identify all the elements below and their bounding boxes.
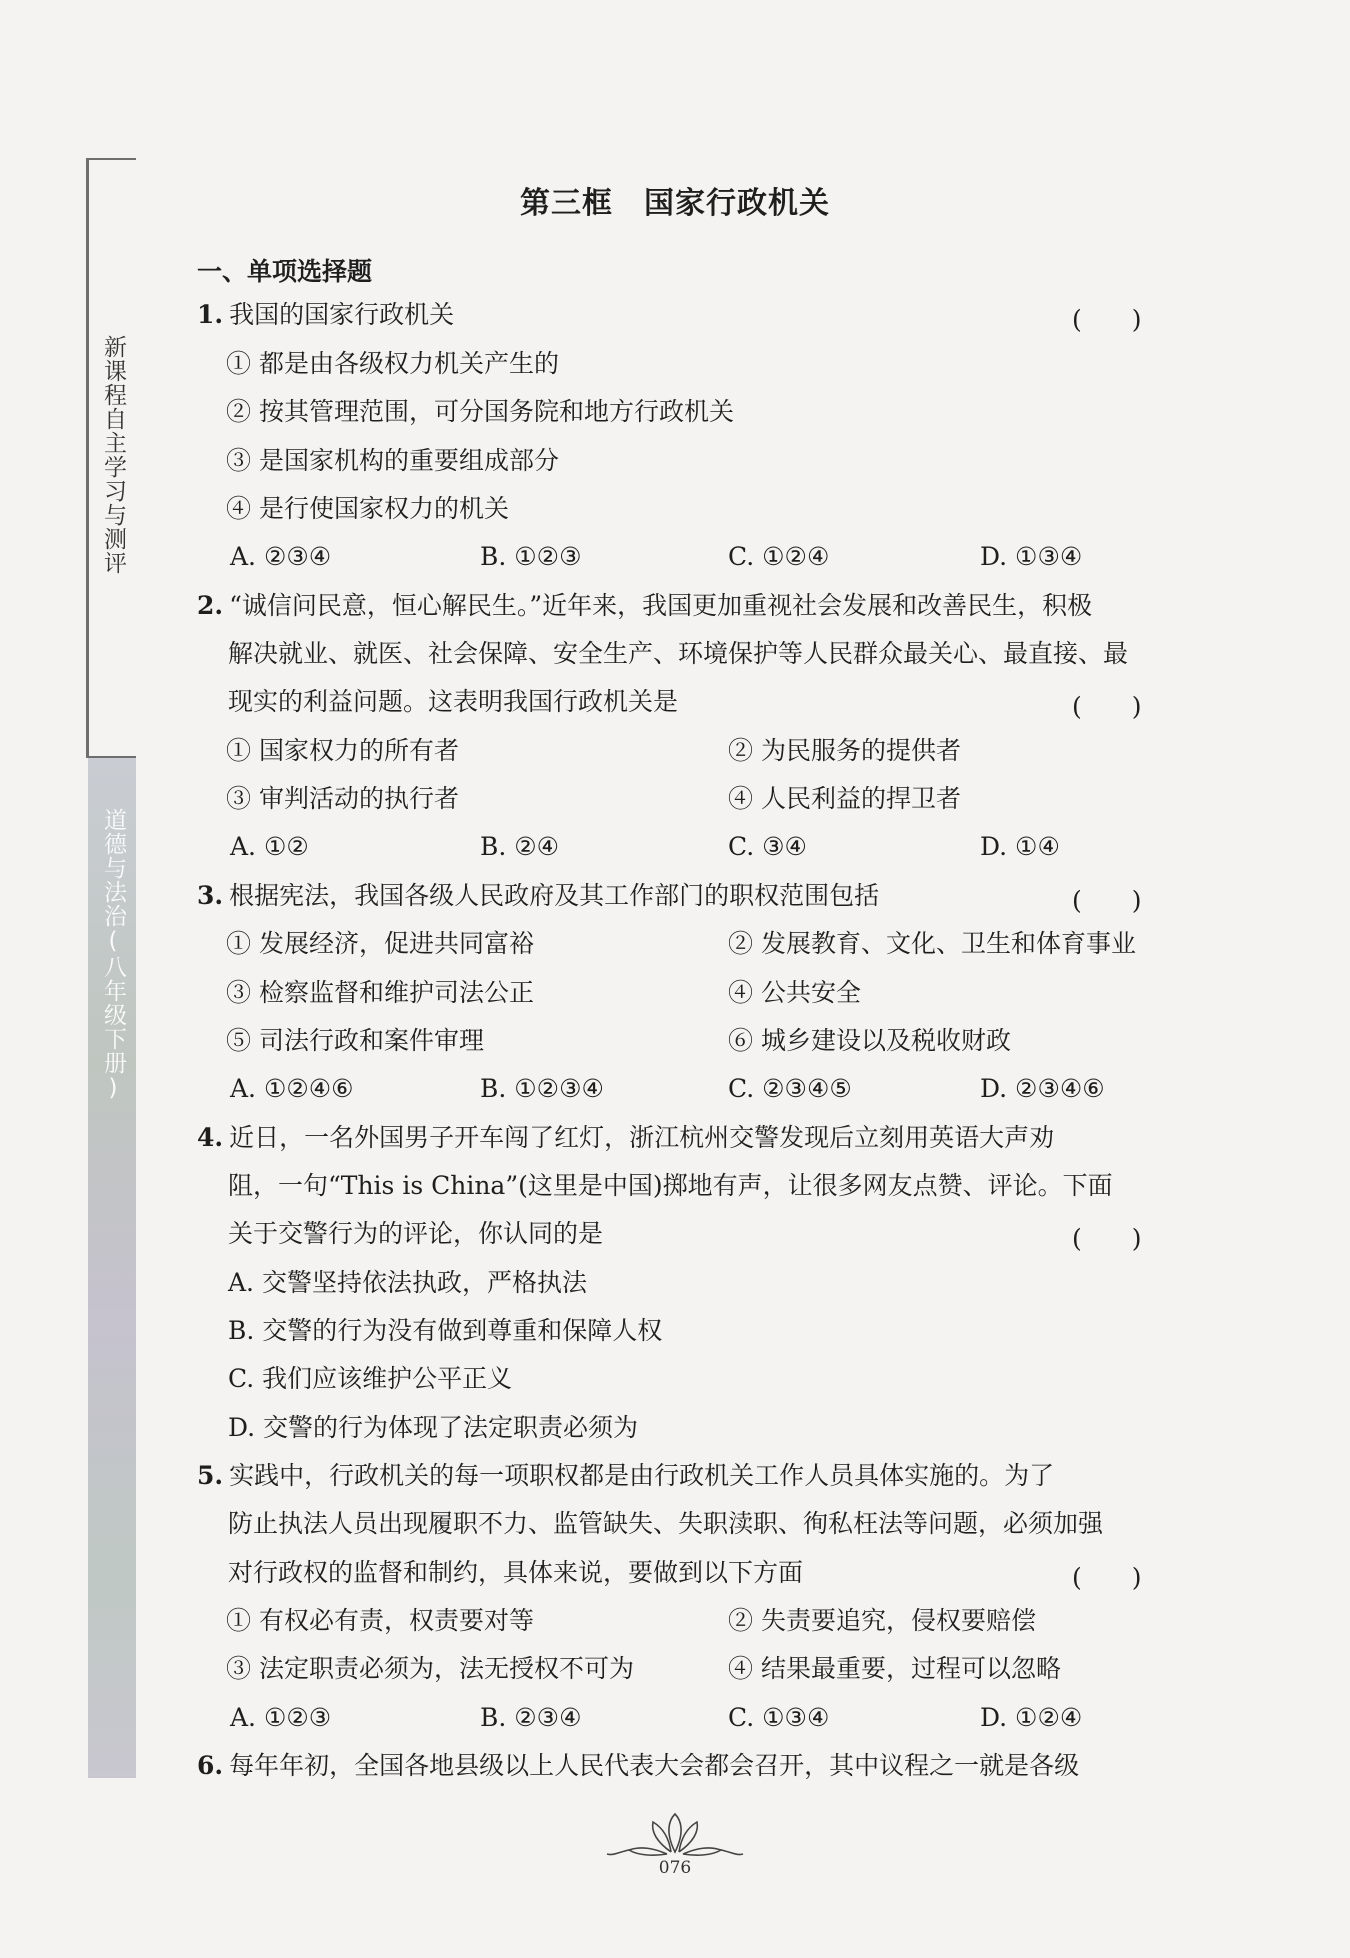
- answer-blank: ( ): [1072, 1224, 1142, 1253]
- question-2-stem-line2: 解决就业、就医、社会保障、安全生产、环境保护等人民群众最关心、最直接、最: [228, 639, 1129, 668]
- answer-blank: ( ): [1072, 305, 1142, 334]
- question-6-stem: [197, 1751, 1079, 1781]
- question-5-stem-line3: 对行政权的监督和制约，具体来说，要做到以下方面: [228, 1558, 804, 1587]
- choice-a: A. ①②③: [230, 1703, 332, 1732]
- question-2-stem: [197, 591, 1092, 621]
- answer-blank: ( ): [1072, 692, 1142, 721]
- question-text: 每年年初，全国各地县级以上人民代表大会都会召开，其中议程之一就是各级: [229, 1751, 1080, 1780]
- side-tab-divider: [86, 756, 136, 758]
- page-number: 076: [658, 1858, 692, 1878]
- answer-blank: ( ): [1072, 1563, 1142, 1592]
- question-2-stem-line3: 现实的利益问题。这表明我国行政机关是: [228, 687, 679, 716]
- section-heading: 一、单项选择题: [197, 257, 373, 286]
- choice-b: B. ①②③④: [480, 1074, 604, 1103]
- question-1-stem: [197, 300, 454, 330]
- option-3: ③ 是国家机构的重要组成部分: [226, 446, 559, 475]
- choice-c: C. ①②④: [728, 542, 830, 571]
- series-name: 新课程自主学习与测评: [100, 335, 126, 575]
- choice-c: C. ②③④⑤: [728, 1074, 852, 1103]
- question-5-stem: [197, 1461, 1054, 1491]
- option-2: ② 失责要追究，侵权要赔偿: [728, 1606, 1036, 1635]
- choice-a: A. ①②④⑥: [230, 1074, 354, 1103]
- question-text: 近日，一名外国男子开车闯了红灯，浙江杭州交警发现后立刻用英语大声劝: [229, 1123, 1055, 1152]
- answer-blank: ( ): [1072, 886, 1142, 915]
- side-tab-divider-top: [86, 158, 136, 160]
- option-4: ④ 公共安全: [728, 978, 861, 1007]
- option-2: ② 发展教育、文化、卫生和体育事业: [728, 929, 1136, 958]
- option-2: ② 为民服务的提供者: [728, 736, 961, 765]
- question-number: 2.: [197, 591, 224, 620]
- question-text: “诚信问民意，恒心解民生。”近年来，我国更加重视社会发展和改善民生，积极: [229, 591, 1093, 620]
- question-text: 根据宪法，我国各级人民政府及其工作部门的职权范围包括: [229, 881, 880, 910]
- question-number: 3.: [197, 881, 224, 910]
- choice-d: D. ①③④: [980, 542, 1083, 571]
- question-number: 4.: [197, 1123, 224, 1152]
- option-1: ① 都是由各级权力机关产生的: [226, 349, 559, 378]
- option-5: ⑤ 司法行政和案件审理: [226, 1026, 484, 1055]
- option-3: ③ 检察监督和维护司法公正: [226, 978, 534, 1007]
- choice-d: D. 交警的行为体现了法定职责必须为: [228, 1413, 639, 1442]
- option-1: ① 有权必有责，权责要对等: [226, 1606, 534, 1635]
- choice-b: B. 交警的行为没有做到尊重和保障人权: [228, 1316, 663, 1345]
- option-1: ① 国家权力的所有者: [226, 736, 459, 765]
- choice-c: C. ③④: [728, 832, 807, 861]
- choice-a: A. 交警坚持依法执政，严格执法: [228, 1268, 587, 1297]
- question-number: 6.: [197, 1751, 224, 1780]
- option-2: ② 按其管理范围，可分国务院和地方行政机关: [226, 397, 734, 426]
- question-4-stem-line3: 关于交警行为的评论，你认同的是: [228, 1219, 604, 1248]
- option-3: ③ 审判活动的执行者: [226, 784, 459, 813]
- footer-ornament-icon: [605, 1812, 745, 1862]
- question-number: 1.: [197, 300, 224, 329]
- choice-a: A. ①②: [230, 832, 309, 861]
- choice-d: D. ②③④⑥: [980, 1074, 1105, 1103]
- option-4: ④ 结果最重要，过程可以忽略: [728, 1654, 1061, 1683]
- page-title: 第三框 国家行政机关: [520, 186, 830, 221]
- option-1: ① 发展经济，促进共同富裕: [226, 929, 534, 958]
- choice-c: C. 我们应该维护公平正义: [228, 1364, 513, 1393]
- choice-b: B. ②④: [480, 832, 560, 861]
- choice-d: D. ①④: [980, 832, 1060, 861]
- choice-b: B. ①②③: [480, 542, 582, 571]
- option-4: ④ 是行使国家权力的机关: [226, 494, 509, 523]
- choice-b: B. ②③④: [480, 1703, 582, 1732]
- question-4-stem: [197, 1123, 1054, 1153]
- subject-name: 道德与法治(八年级下册): [100, 808, 126, 1102]
- question-4-stem-line2: 阻，一句“This is China”(这里是中国)掷地有声，让很多网友点赞、评论。下面: [228, 1171, 1113, 1200]
- choice-a: A. ②③④: [230, 542, 332, 571]
- question-3-stem: [197, 881, 879, 911]
- question-text: 我国的国家行政机关: [229, 300, 455, 329]
- choice-d: D. ①②④: [980, 1703, 1083, 1732]
- option-6: ⑥ 城乡建设以及税收财政: [728, 1026, 1011, 1055]
- option-3: ③ 法定职责必须为，法无授权不可为: [226, 1654, 634, 1683]
- question-number: 5.: [197, 1461, 224, 1490]
- question-5-stem-line2: 防止执法人员出现履职不力、监管缺失、失职渎职、徇私枉法等问题，必须加强: [228, 1509, 1104, 1538]
- option-4: ④ 人民利益的捍卫者: [728, 784, 961, 813]
- choice-c: C. ①③④: [728, 1703, 830, 1732]
- question-text: 实践中，行政机关的每一项职权都是由行政机关工作人员具体实施的。为了: [229, 1461, 1055, 1490]
